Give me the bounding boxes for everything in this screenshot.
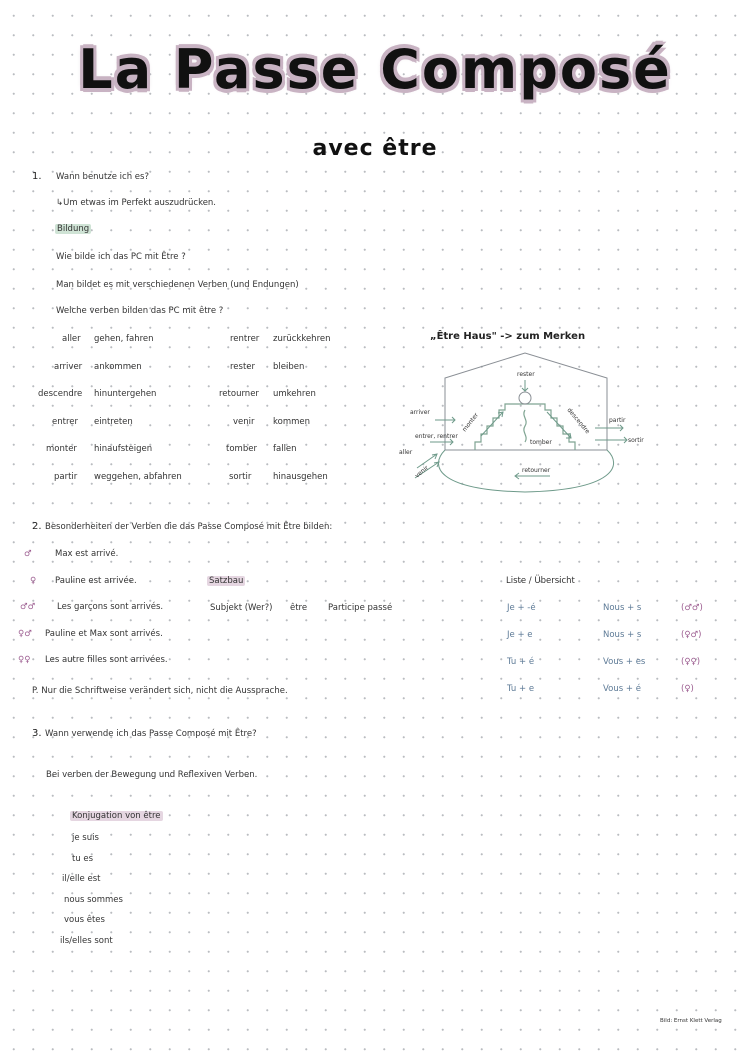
verb-de: hinausgehen: [273, 471, 328, 482]
section1-answer1: ↳Um etwas im Perfekt auszudrücken.: [56, 198, 217, 208]
conjugation-form: tu es: [72, 853, 94, 864]
verb-de: gehen, fahren: [94, 334, 154, 344]
ending-plural: Vous + es: [603, 657, 646, 667]
page-title: La Passe Composé: [78, 38, 672, 101]
conjugation-form: nous sommes: [64, 894, 123, 905]
verb-fr: aller: [62, 334, 81, 344]
ending-gender: (♂♂): [681, 603, 703, 613]
verb-fr: arriver: [54, 361, 83, 372]
section2-heading: Besonderheiten der Verben die das Passe Composé mit Être bilden:: [45, 522, 333, 532]
section1-question1: Wann benutze ich es?: [56, 172, 149, 182]
conjugation-form: vous êtes: [64, 915, 105, 925]
gender-symbol: ♀♂: [18, 628, 32, 639]
verb-fr: venir: [233, 416, 255, 427]
ending-singular: Tu + é: [507, 657, 535, 667]
gender-example: Les autre filles sont arrivées.: [45, 655, 168, 665]
rester-circle: [519, 392, 531, 404]
section3-answer: Bei verben der Bewegung und Reflexiven Verben.: [46, 770, 258, 780]
verb-fr: tomber: [226, 444, 257, 454]
satzbau-etre: être: [290, 603, 308, 613]
footer-credit: Bild: Ernst Klett Verlag: [660, 1018, 722, 1024]
ending-gender: (♀♂): [681, 630, 702, 640]
konjugation-label: Konjugation von être: [72, 811, 161, 821]
verb-fr: rester: [230, 361, 256, 372]
gender-example: Pauline et Max sont arrivés.: [45, 628, 163, 639]
diagram-label-aller: aller: [399, 449, 413, 456]
verb-fr: monter: [46, 444, 77, 454]
gender-symbol: ♂: [24, 549, 32, 559]
gender-example: Max est arrivé.: [55, 549, 119, 559]
gender-symbol: ♂♂: [20, 602, 36, 612]
gender-example: Pauline est arrivée.: [55, 575, 137, 586]
conjugation-form: ils/elles sont: [60, 935, 113, 946]
section1-question3: Welche verben bilden das PC mit être ?: [56, 306, 224, 316]
verb-de: ankommen: [94, 361, 142, 372]
section3-question: Wann verwende ich das Passe Composé mit Être?: [45, 729, 257, 739]
diagram-label-sortir: sortir: [628, 437, 644, 444]
verb-de: umkehren: [273, 389, 316, 399]
diagram-label-entrer: entrer, rentrer: [415, 433, 458, 440]
ending-plural: Vous + é: [603, 684, 641, 694]
verb-de: eintreten: [94, 416, 133, 427]
gender-symbol: ♀♀: [18, 655, 31, 665]
ending-singular: Tu + e: [507, 684, 535, 694]
verb-fr: sortir: [229, 471, 252, 482]
diagram-label-tomber: tomber: [530, 439, 552, 446]
section1-number: 1.: [32, 171, 42, 182]
verb-de: zurückkehren: [273, 334, 331, 344]
diagram-label-rester: rester: [517, 371, 535, 378]
verb-de: weggehen, abfahren: [94, 471, 182, 482]
diagram-label-venir: venir: [413, 464, 430, 480]
bildung-label: Bildung: [57, 224, 90, 234]
gender-example: Les garçons sont arrivés.: [57, 602, 164, 612]
verb-de: hinaufsteigen: [94, 444, 153, 454]
gender-symbol: ♀: [30, 575, 37, 586]
conjugation-form: je suis: [72, 833, 99, 843]
ending-singular: Je + -é: [507, 603, 536, 613]
section3-number: 3.: [32, 728, 42, 739]
section2-note: P. Nur die Schriftweise verändert sich, nicht die Aussprache.: [32, 686, 288, 696]
diagram-label-descendre: descendre: [565, 406, 591, 436]
verb-de: fallen: [273, 444, 297, 454]
liste-label: Liste / Übersicht: [506, 576, 575, 586]
verb-de: hinuntergehen: [94, 389, 157, 399]
page-subtitle: avec être: [312, 136, 438, 161]
verb-fr: rentrer: [230, 334, 260, 344]
ending-gender: (♀♀): [681, 657, 701, 667]
diagram-title: „Être Haus" -> zum Merken: [430, 331, 586, 342]
verb-fr: descendre: [38, 389, 83, 399]
satzbau-participe: Participe passé: [328, 603, 393, 613]
verb-de: bleiben: [273, 361, 305, 372]
verb-de: kommen: [273, 416, 310, 427]
diagram-label-partir: partir: [609, 417, 626, 424]
conjugation-form: il/elle est: [62, 874, 101, 884]
stairs: [475, 404, 575, 450]
etre-house-diagram: [395, 350, 655, 500]
section2-number: 2.: [32, 521, 42, 532]
diagram-label-arriver: arriver: [410, 409, 430, 416]
ending-gender: (♀): [681, 684, 694, 694]
satzbau-subject: Subjekt (Wer?): [210, 603, 273, 613]
diagram-label-retourner: retourner: [522, 467, 551, 474]
satzbau-label: Satzbau: [209, 576, 244, 586]
verb-fr: retourner: [219, 389, 259, 399]
verb-fr: entrer: [52, 416, 78, 427]
diagram-label-monter: monter: [461, 411, 481, 434]
section1-question2: Wie bilde ich das PC mit Être ?: [56, 252, 186, 262]
ending-plural: Nous + s: [603, 630, 642, 640]
ending-singular: Je + e: [507, 630, 533, 640]
verb-fr: partir: [54, 471, 78, 482]
ending-plural: Nous + s: [603, 603, 642, 613]
section1-answer2: Man bildet es mit verschiedenen Verben (und Endungen): [56, 280, 299, 290]
